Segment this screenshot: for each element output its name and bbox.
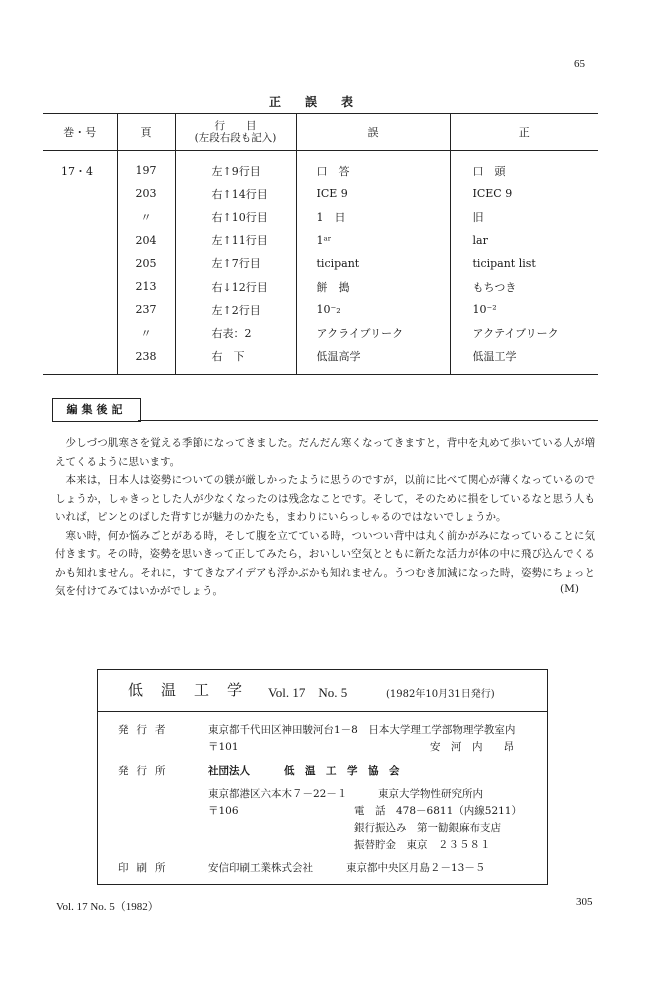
- errata-cell-line: 右 下: [175, 345, 296, 375]
- errata-row: [43, 298, 598, 321]
- errata-cell-line: 右↑10行目: [175, 205, 296, 228]
- colophon-date: (1982年10月31日発行): [386, 689, 495, 700]
- errata-cell-page: 205: [117, 252, 175, 275]
- office-postal: 〒106: [208, 805, 239, 817]
- errata-cell-right: ICEC 9: [450, 182, 598, 205]
- office-name: 低 温 工 学 協 会: [284, 765, 400, 777]
- errata-cell-volume: 17・4: [61, 164, 93, 178]
- errata-cell-line: 左↑9行目: [175, 151, 296, 183]
- errata-cell-volume: [43, 298, 117, 321]
- errata-row: [43, 345, 598, 375]
- editorial-heading-rule: [138, 420, 598, 421]
- errata-row: [43, 275, 598, 298]
- errata-cell-volume: [43, 205, 117, 228]
- errata-row: [43, 151, 598, 183]
- errata-cell-volume: [43, 252, 117, 275]
- errata-cell-volume: [43, 182, 117, 205]
- editorial-body: [55, 434, 595, 601]
- errata-cell-right: ticipant list: [450, 252, 598, 275]
- header-line-sub: (左段右段も記入): [194, 132, 277, 144]
- errata-cell-page: 〃: [117, 205, 175, 228]
- errata-cell-line: 左↑2行目: [175, 298, 296, 321]
- office-address: 東京都港区六本木７－22－１: [208, 788, 348, 800]
- errata-cell-line: 右表：2: [175, 321, 296, 344]
- errata-cell-line: 左↑7行目: [175, 252, 296, 275]
- errata-cell-wrong: 10⁻₂: [296, 298, 450, 321]
- printer-label: 印刷所: [118, 862, 174, 874]
- publisher-postal: 〒101: [208, 741, 239, 753]
- page-number-top: 65: [574, 58, 585, 70]
- errata-cell-wrong: 口 答: [296, 151, 450, 183]
- errata-cell-right: アクテイブリーク: [450, 321, 598, 344]
- office-bank: 銀行振込み 第一勧銀麻布支店: [354, 822, 501, 834]
- errata-cell-right: 旧: [450, 205, 598, 228]
- editorial-paragraph-2: 本来は，日本人は姿勢についての躾が厳しかったように思うのですが，以前に比べて関心が薄くなっているのでしょうか，しゃきっとした人が少なくなったのは残念なことです。そして，そのために損をしているなと思う人もいれば，ピンとのばした背すじが魅力のかたも，まわりにいらっしゃるのではないでしょうか。: [55, 474, 595, 523]
- errata-cell-page: 197: [117, 151, 175, 183]
- errata-cell-right: 口 頭: [450, 151, 598, 183]
- errata-cell-wrong: 1ᵃʳ: [296, 229, 450, 252]
- header-wrong: 誤: [296, 114, 450, 151]
- errata-cell-wrong: 低温高学: [296, 345, 450, 375]
- errata-cell-volume: [43, 345, 117, 375]
- errata-title: 正誤表: [268, 95, 377, 109]
- publisher-address: 東京都千代田区神田駿河台1－8 日本大学理工学部物理学教室内: [208, 724, 516, 736]
- errata-cell-page: 203: [117, 182, 175, 205]
- errata-cell-page: 237: [117, 298, 175, 321]
- errata-cell-page: 204: [117, 229, 175, 252]
- office-org-type: 社団法人: [208, 765, 250, 777]
- errata-cell-page: 〃: [117, 321, 175, 344]
- errata-cell-wrong: ticipant: [296, 252, 450, 275]
- colophon-box: [97, 669, 548, 885]
- office-label: 発行所: [118, 765, 174, 777]
- office-institute: 東京大学物性研究所内: [378, 788, 483, 800]
- errata-row: [43, 205, 598, 228]
- errata-cell-line: 左↑11行目: [175, 229, 296, 252]
- errata-cell-wrong: ICE 9: [296, 182, 450, 205]
- header-page: 頁: [117, 114, 175, 151]
- errata-cell-volume: [43, 229, 117, 252]
- errata-cell-wrong: 餅 搗: [296, 275, 450, 298]
- editorial-paragraph-1: 少しづつ肌寒さを覚える季節になってきました。だんだん寒くなってきますと，背中を丸めて歩いている人が増えてくるように思います。: [55, 437, 595, 468]
- editorial-signature: (M): [560, 583, 579, 595]
- errata-row: [43, 182, 598, 205]
- errata-cell-right: もちつき: [450, 275, 598, 298]
- footer-page-number: 305: [576, 896, 593, 908]
- errata-cell-page: 213: [117, 275, 175, 298]
- errata-cell-right: 10⁻²: [450, 298, 598, 321]
- errata-row: [43, 321, 598, 344]
- publisher-label: 発行者: [118, 724, 174, 736]
- errata-cell-right: lar: [450, 229, 598, 252]
- errata-cell-volume: [43, 321, 117, 344]
- office-phone: 電 話 478－6811（内線5211）: [354, 805, 522, 817]
- office-transfer: 振替貯金 東京 ２３５８１: [354, 839, 491, 851]
- printer-address: 東京都中央区月島２－13－５: [346, 862, 486, 874]
- errata-cell-right: 低温工学: [450, 345, 598, 375]
- errata-table: [43, 113, 598, 375]
- errata-cell-line: 右↓12行目: [175, 275, 296, 298]
- publisher-name: 安 河 内 昂: [430, 741, 514, 753]
- colophon-volume: Vol. 17 No. 5: [268, 685, 348, 700]
- errata-row: [43, 252, 598, 275]
- errata-cell-wrong: アクライブリーク: [296, 321, 450, 344]
- errata-cell-volume: [43, 275, 117, 298]
- footer-volume-info: Vol. 17 No. 5（1982）: [56, 901, 159, 913]
- errata-cell-line: 右↑14行目: [175, 182, 296, 205]
- editorial-heading: 編集後記: [52, 398, 141, 422]
- errata-cell-wrong: 1 日: [296, 205, 450, 228]
- errata-cell-page: 238: [117, 345, 175, 375]
- errata-header-row: [43, 114, 598, 151]
- header-line-main: 行 目: [214, 120, 257, 132]
- header-right: 正: [450, 114, 598, 151]
- errata-row: [43, 229, 598, 252]
- editorial-paragraph-3: 寒い時，何か悩みごとがある時，そして腹を立てている時，ついつい背中は丸く前かがみになっていることに気付きます。その時，姿勢を思いきって正してみたら，おいしい空気とともに新たな活力が体の中に飛び込んでくるかも知れません。それに，すてきなアイデアも浮かぶかも知れません。うつむき加減になった時，姿勢にちょっと気を付けてみてはいかがでしょう。: [55, 529, 595, 597]
- header-volume: 巻・号: [43, 114, 117, 151]
- header-line: [175, 114, 296, 151]
- colophon-journal-title: 低温工学: [128, 681, 261, 699]
- colophon-separator: [98, 711, 547, 712]
- printer-name: 安信印刷工業株式会社: [208, 862, 313, 874]
